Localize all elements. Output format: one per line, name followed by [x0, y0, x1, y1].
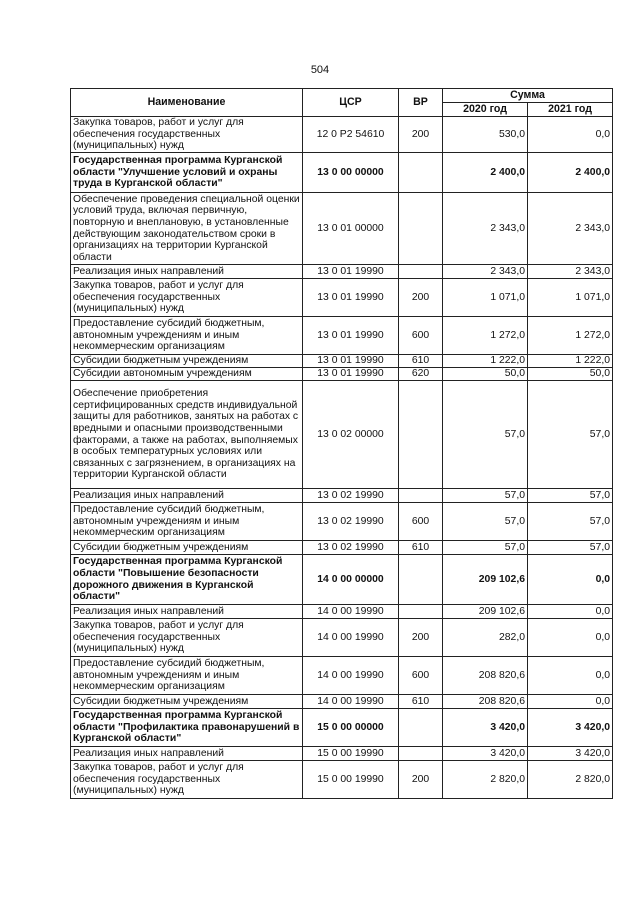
- row-vr-code: [399, 193, 443, 265]
- row-csr-code: 14 0 00 19990: [303, 605, 399, 619]
- row-vr-code: 600: [399, 317, 443, 355]
- row-sum-2020: 209 102,6: [443, 605, 528, 619]
- row-sum-2021: 0,0: [528, 619, 613, 657]
- row-vr-code: 600: [399, 657, 443, 695]
- table-row: [71, 503, 613, 541]
- row-csr-code: 13 0 01 19990: [303, 355, 399, 368]
- header-csr: ЦСР: [303, 89, 399, 117]
- row-vr-code: 610: [399, 355, 443, 368]
- header-year-2021: 2021 год: [528, 103, 613, 117]
- row-name: Государственная программа Курганской области "Улучшение условий и охраны труда в Курганской области": [71, 153, 303, 193]
- row-vr-code: 610: [399, 541, 443, 555]
- row-sum-2020: 2 820,0: [443, 761, 528, 799]
- row-sum-2020: 3 420,0: [443, 747, 528, 761]
- row-csr-code: 13 0 01 00000: [303, 193, 399, 265]
- row-vr-code: [399, 555, 443, 605]
- row-csr-code: 14 0 00 19990: [303, 695, 399, 709]
- table-row: [71, 695, 613, 709]
- row-sum-2020: 208 820,6: [443, 657, 528, 695]
- row-csr-code: 14 0 00 19990: [303, 619, 399, 657]
- row-sum-2021: 57,0: [528, 503, 613, 541]
- row-name: Реализация иных направлений: [71, 605, 303, 619]
- table-row: [71, 153, 613, 193]
- row-name: Субсидии бюджетным учреждениям: [71, 541, 303, 555]
- row-csr-code: 13 0 02 00000: [303, 381, 399, 489]
- row-vr-code: 600: [399, 503, 443, 541]
- row-sum-2020: 57,0: [443, 541, 528, 555]
- row-sum-2021: 0,0: [528, 555, 613, 605]
- table-row: [71, 489, 613, 503]
- row-csr-code: 13 0 01 19990: [303, 368, 399, 381]
- row-sum-2021: 57,0: [528, 381, 613, 489]
- row-vr-code: 200: [399, 761, 443, 799]
- header-name: Наименование: [71, 89, 303, 117]
- row-sum-2021: 0,0: [528, 695, 613, 709]
- row-sum-2021: 3 420,0: [528, 709, 613, 747]
- row-sum-2021: 0,0: [528, 605, 613, 619]
- row-sum-2020: 1 222,0: [443, 355, 528, 368]
- row-csr-code: 13 0 01 19990: [303, 265, 399, 279]
- table-row: [71, 193, 613, 265]
- row-sum-2021: 2 343,0: [528, 193, 613, 265]
- table-row: [71, 355, 613, 368]
- row-csr-code: 15 0 00 19990: [303, 761, 399, 799]
- table-header: [71, 89, 613, 117]
- table-row: [71, 747, 613, 761]
- row-name: Субсидии бюджетным учреждениям: [71, 355, 303, 368]
- row-sum-2020: 57,0: [443, 503, 528, 541]
- table-row: [71, 619, 613, 657]
- row-sum-2020: 3 420,0: [443, 709, 528, 747]
- row-name: Реализация иных направлений: [71, 747, 303, 761]
- table-row: [71, 657, 613, 695]
- table-row: [71, 265, 613, 279]
- row-vr-code: [399, 381, 443, 489]
- row-name: Обеспечение приобретения сертифицированных средств индивидуальной защиты для работников, занятых на работах с вредными и опасными производственными факторами, а также на работах, выполняемых в особых температурных условиях или связанных с загрязнением, в организациях на территории Курганской области: [71, 381, 303, 489]
- table-row: [71, 279, 613, 317]
- row-sum-2020: 57,0: [443, 381, 528, 489]
- page-number: 504: [310, 64, 330, 76]
- row-name: Обеспечение проведения специальной оценки условий труда, включая первичную, повторную и внеплановую, в установленные действующим законодательством сроки в организациях на территории Курганской области: [71, 193, 303, 265]
- row-csr-code: 15 0 00 00000: [303, 709, 399, 747]
- row-csr-code: 12 0 P2 54610: [303, 117, 399, 153]
- table-row: [71, 709, 613, 747]
- table-row: [71, 555, 613, 605]
- row-sum-2020: 2 343,0: [443, 193, 528, 265]
- row-sum-2021: 2 820,0: [528, 761, 613, 799]
- row-sum-2021: 1 222,0: [528, 355, 613, 368]
- row-csr-code: 14 0 00 00000: [303, 555, 399, 605]
- table-row: [71, 541, 613, 555]
- row-vr-code: [399, 709, 443, 747]
- row-sum-2020: 530,0: [443, 117, 528, 153]
- row-name: Закупка товаров, работ и услуг для обеспечения государственных (муниципальных) нужд: [71, 117, 303, 153]
- row-name: Предоставление субсидий бюджетным, автономным учреждениям и иным некоммерческим организациям: [71, 503, 303, 541]
- row-sum-2021: 1 272,0: [528, 317, 613, 355]
- row-sum-2021: 3 420,0: [528, 747, 613, 761]
- row-csr-code: 13 0 02 19990: [303, 503, 399, 541]
- row-sum-2021: 1 071,0: [528, 279, 613, 317]
- table-row: [71, 761, 613, 799]
- table-row: [71, 117, 613, 153]
- row-name: Закупка товаров, работ и услуг для обеспечения государственных (муниципальных) нужд: [71, 619, 303, 657]
- budget-table: [70, 88, 613, 799]
- row-name: Субсидии автономным учреждениям: [71, 368, 303, 381]
- row-vr-code: 200: [399, 279, 443, 317]
- row-name: Закупка товаров, работ и услуг для обеспечения государственных (муниципальных) нужд: [71, 761, 303, 799]
- header-year-2020: 2020 год: [443, 103, 528, 117]
- row-sum-2020: 2 343,0: [443, 265, 528, 279]
- row-vr-code: 200: [399, 117, 443, 153]
- row-name: Закупка товаров, работ и услуг для обеспечения государственных (муниципальных) нужд: [71, 279, 303, 317]
- row-csr-code: 13 0 02 19990: [303, 541, 399, 555]
- row-sum-2021: 0,0: [528, 657, 613, 695]
- row-sum-2020: 208 820,6: [443, 695, 528, 709]
- row-vr-code: [399, 153, 443, 193]
- row-name: Предоставление субсидий бюджетным, автономным учреждениям и иным некоммерческим организациям: [71, 317, 303, 355]
- header-sum: Сумма: [443, 89, 613, 103]
- table-row: [71, 368, 613, 381]
- table-row: [71, 381, 613, 489]
- row-sum-2021: 57,0: [528, 541, 613, 555]
- row-sum-2020: 1 071,0: [443, 279, 528, 317]
- row-vr-code: [399, 605, 443, 619]
- row-sum-2021: 57,0: [528, 489, 613, 503]
- row-name: Государственная программа Курганской области "Профилактика правонарушений в Курганской области": [71, 709, 303, 747]
- row-name: Субсидии бюджетным учреждениям: [71, 695, 303, 709]
- table-body: [71, 117, 613, 799]
- row-csr-code: 15 0 00 19990: [303, 747, 399, 761]
- table-row: [71, 317, 613, 355]
- header-vr: ВР: [399, 89, 443, 117]
- row-csr-code: 13 0 00 00000: [303, 153, 399, 193]
- row-name: Государственная программа Курганской области "Повышение безопасности дорожного движения в Курганской области": [71, 555, 303, 605]
- row-csr-code: 13 0 01 19990: [303, 279, 399, 317]
- row-sum-2021: 2 400,0: [528, 153, 613, 193]
- row-vr-code: 620: [399, 368, 443, 381]
- row-name: Предоставление субсидий бюджетным, автономным учреждениям и иным некоммерческим организациям: [71, 657, 303, 695]
- row-sum-2020: 209 102,6: [443, 555, 528, 605]
- row-sum-2020: 282,0: [443, 619, 528, 657]
- row-vr-code: [399, 489, 443, 503]
- row-vr-code: 200: [399, 619, 443, 657]
- row-sum-2021: 0,0: [528, 117, 613, 153]
- row-name: Реализация иных направлений: [71, 489, 303, 503]
- table-row: [71, 605, 613, 619]
- row-csr-code: 13 0 02 19990: [303, 489, 399, 503]
- row-vr-code: 610: [399, 695, 443, 709]
- row-csr-code: 13 0 01 19990: [303, 317, 399, 355]
- row-sum-2020: 50,0: [443, 368, 528, 381]
- row-name: Реализация иных направлений: [71, 265, 303, 279]
- row-sum-2020: 2 400,0: [443, 153, 528, 193]
- row-vr-code: [399, 747, 443, 761]
- row-sum-2021: 2 343,0: [528, 265, 613, 279]
- row-sum-2020: 1 272,0: [443, 317, 528, 355]
- row-sum-2021: 50,0: [528, 368, 613, 381]
- row-vr-code: [399, 265, 443, 279]
- row-csr-code: 14 0 00 19990: [303, 657, 399, 695]
- row-sum-2020: 57,0: [443, 489, 528, 503]
